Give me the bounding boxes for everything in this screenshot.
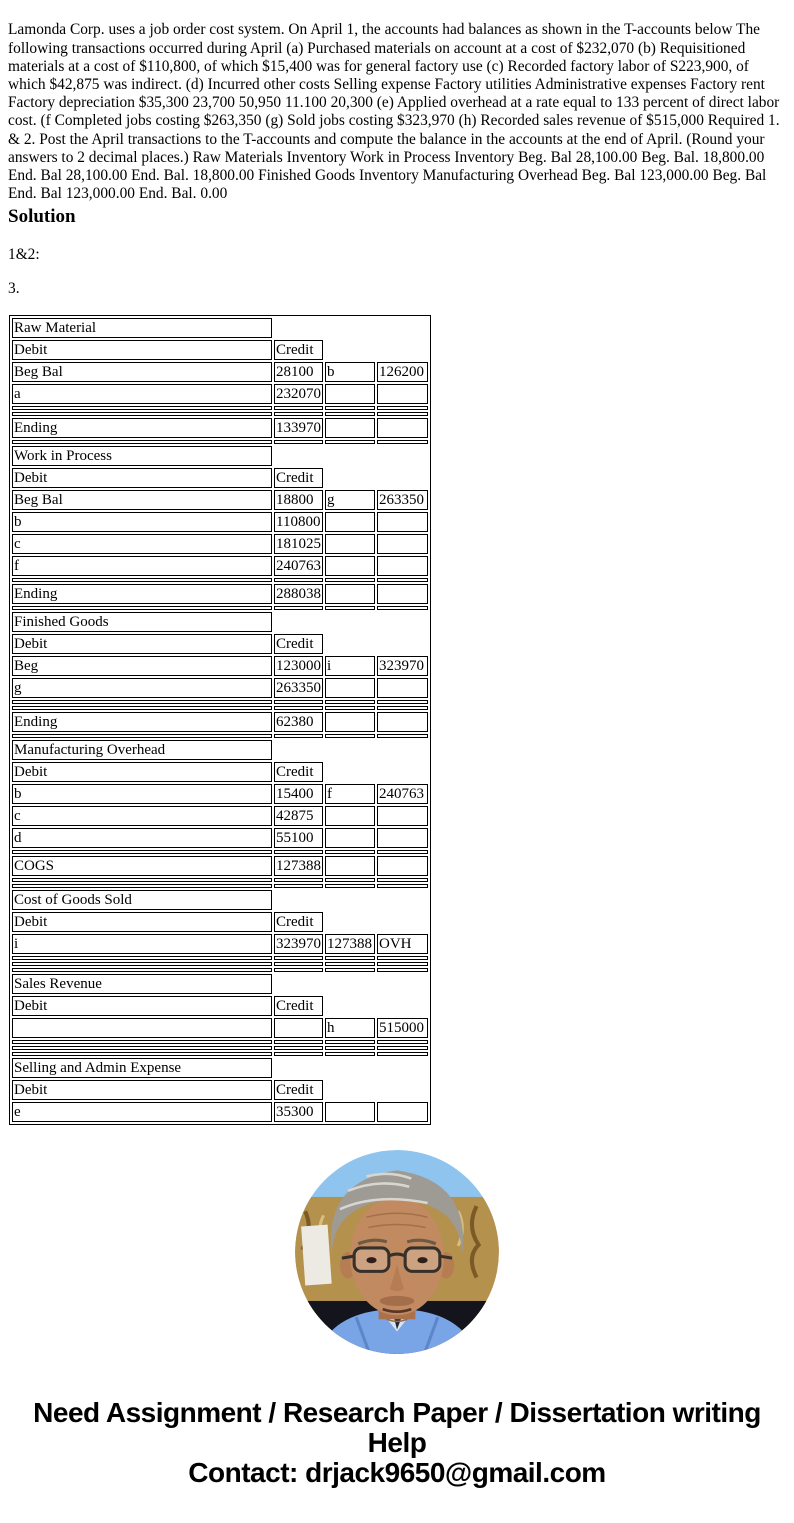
separator-cell: [377, 606, 428, 610]
sep-row: [12, 734, 428, 738]
value-cell: [325, 856, 375, 876]
empty-cell: [325, 996, 375, 1016]
separator-cell: [377, 962, 428, 966]
requirement-3-label: 3.: [8, 280, 20, 297]
empty-cell: [274, 612, 323, 632]
separator-cell: [377, 884, 428, 888]
separator-cell: [274, 968, 323, 972]
value-cell: 515000: [377, 1018, 428, 1038]
separator-cell: [325, 968, 375, 972]
separator-cell: [12, 706, 272, 710]
value-cell: [377, 712, 428, 732]
separator-cell: [325, 406, 375, 410]
separator-cell: [377, 1040, 428, 1044]
empty-cell: [377, 912, 428, 932]
debit-header-cell: Debit: [12, 340, 272, 360]
value-cell: [325, 828, 375, 848]
value-cell: [325, 556, 375, 576]
separator-cell: [377, 850, 428, 854]
value-cell: b: [12, 512, 272, 532]
account-title-cell: Cost of Goods Sold: [12, 890, 272, 910]
value-cell: 28100: [274, 362, 323, 382]
separator-cell: [377, 968, 428, 972]
tutor-portrait-illustration: [295, 1150, 499, 1354]
title-row: [12, 1058, 428, 1078]
separator-cell: [377, 734, 428, 738]
empty-cell: [325, 468, 375, 488]
separator-cell: [377, 878, 428, 882]
value-row: [12, 1018, 428, 1038]
empty-cell: [377, 446, 428, 466]
empty-cell: [377, 634, 428, 654]
value-cell: 133970: [276, 420, 321, 436]
value-row: [12, 584, 428, 604]
separator-cell: [325, 884, 375, 888]
value-cell: 15400: [274, 784, 323, 804]
value-row: [12, 712, 428, 732]
separator-cell: [377, 1052, 428, 1056]
value-cell: 323970: [276, 936, 321, 952]
value-cell: f: [325, 784, 375, 804]
value-cell: 55100: [274, 828, 323, 848]
title-row: [12, 740, 428, 760]
separator-cell: [377, 578, 428, 582]
empty-cell: [325, 318, 375, 338]
value-cell: [377, 418, 428, 438]
separator-cell: [377, 706, 428, 710]
credit-header-cell: Credit: [274, 340, 323, 360]
value-cell: [377, 1102, 428, 1122]
value-cell: [377, 806, 428, 826]
separator-cell: [325, 962, 375, 966]
empty-cell: [325, 912, 375, 932]
empty-cell: [274, 740, 323, 760]
empty-cell: [377, 340, 428, 360]
separator-cell: [12, 734, 272, 738]
credit-header-cell: Credit: [274, 996, 323, 1016]
empty-cell: [325, 740, 375, 760]
value-cell: [274, 1018, 323, 1038]
header-row: [12, 1080, 428, 1100]
separator-cell: [274, 884, 323, 888]
empty-cell: [377, 740, 428, 760]
separator-cell: [274, 412, 323, 416]
value-cell: 127388: [276, 858, 321, 874]
footer-contact-text: Contact: drjack9650@gmail.com: [188, 1457, 606, 1488]
tutor-photo: [295, 1150, 499, 1354]
separator-cell: [274, 734, 323, 738]
value-cell: 232070: [276, 386, 321, 402]
account-title-cell: Manufacturing Overhead: [12, 740, 272, 760]
separator-cell: [12, 412, 272, 416]
sep-row: [12, 962, 428, 966]
value-cell: [377, 856, 428, 876]
account-title-cell: Sales Revenue: [12, 974, 272, 994]
value-cell: 62380: [274, 712, 323, 732]
separator-cell: [325, 734, 375, 738]
separator-cell: [12, 968, 272, 972]
value-row: [12, 490, 428, 510]
value-cell: OVH: [377, 934, 428, 954]
value-cell: 35300: [274, 1102, 323, 1122]
value-cell: Ending: [12, 584, 272, 604]
value-cell: [325, 712, 375, 732]
sep-row: [12, 700, 428, 704]
value-cell: h: [325, 1018, 375, 1038]
separator-cell: [274, 1046, 323, 1050]
separator-cell: [325, 1040, 375, 1044]
empty-cell: [377, 762, 428, 782]
separator-cell: [274, 606, 323, 610]
value-cell: [325, 1102, 375, 1122]
taccounts-table: [9, 315, 431, 1125]
value-cell: Ending: [12, 418, 272, 438]
empty-cell: [377, 318, 428, 338]
value-row: [12, 934, 428, 954]
empty-cell: [377, 468, 428, 488]
sep-row: [12, 1052, 428, 1056]
separator-cell: [274, 956, 323, 960]
value-row: [12, 512, 428, 532]
account-title-cell: Raw Material: [12, 318, 272, 338]
separator-cell: [377, 406, 428, 410]
separator-cell: [377, 700, 428, 704]
separator-cell: [274, 1052, 323, 1056]
empty-cell: [377, 890, 428, 910]
title-row: [12, 890, 428, 910]
value-cell: [325, 534, 375, 554]
title-row: [12, 446, 428, 466]
separator-cell: [325, 878, 375, 882]
value-cell: Ending: [12, 712, 272, 732]
separator-cell: [12, 1040, 272, 1044]
credit-header-cell: Credit: [274, 468, 323, 488]
sep-row: [12, 1046, 428, 1050]
value-cell: g: [12, 678, 272, 698]
credit-header-cell: Credit: [274, 634, 323, 654]
separator-cell: [377, 1046, 428, 1050]
taccounts-table-body: [12, 318, 428, 1122]
sep-row: [12, 968, 428, 972]
empty-cell: [325, 634, 375, 654]
value-cell: 42875: [274, 806, 323, 826]
empty-cell: [274, 446, 323, 466]
value-cell: c: [12, 806, 272, 826]
value-cell: i: [12, 934, 272, 954]
empty-cell: [377, 974, 428, 994]
account-title-cell: Selling and Admin Expense: [12, 1058, 272, 1078]
value-cell: Beg: [12, 656, 272, 676]
separator-cell: [325, 700, 375, 704]
value-cell: 123000: [276, 658, 321, 674]
separator-cell: [274, 1040, 323, 1044]
debit-header-cell: Debit: [12, 634, 272, 654]
value-row: [12, 384, 428, 404]
value-row: [12, 362, 428, 382]
empty-cell: [325, 446, 375, 466]
header-row: [12, 468, 428, 488]
value-cell: [12, 1018, 272, 1038]
value-row: [12, 678, 428, 698]
separator-cell: [325, 578, 375, 582]
value-cell: 240763: [276, 558, 321, 574]
value-cell: 126200: [377, 362, 428, 382]
debit-header-cell: Debit: [12, 996, 272, 1016]
separator-cell: [325, 412, 375, 416]
solution-heading: Solution: [8, 206, 76, 227]
value-row: [12, 828, 428, 848]
empty-cell: [274, 974, 323, 994]
value-row: [12, 534, 428, 554]
mustache: [380, 1296, 415, 1306]
empty-cell: [325, 1080, 375, 1100]
value-cell: 110800: [274, 512, 323, 532]
separator-cell: [274, 440, 323, 444]
separator-cell: [274, 578, 323, 582]
value-cell: 323970: [377, 656, 428, 676]
separator-cell: [325, 606, 375, 610]
value-cell: 263350: [377, 490, 428, 510]
credit-header-cell: Credit: [274, 1080, 323, 1100]
separator-cell: [12, 1046, 272, 1050]
empty-cell: [377, 1058, 428, 1078]
separator-cell: [12, 440, 272, 444]
value-row: [12, 806, 428, 826]
value-cell: d: [12, 828, 272, 848]
separator-cell: [12, 606, 272, 610]
value-cell: [377, 512, 428, 532]
debit-header-cell: Debit: [12, 1080, 272, 1100]
value-cell: [325, 418, 375, 438]
footer-help-text: Need Assignment / Research Paper / Dissertation writing Help: [33, 1397, 761, 1458]
value-cell: c: [12, 534, 272, 554]
value-cell: [377, 534, 428, 554]
value-row: [12, 784, 428, 804]
empty-cell: [325, 890, 375, 910]
separator-cell: [377, 440, 428, 444]
empty-cell: [325, 974, 375, 994]
value-cell: b: [325, 362, 375, 382]
debit-header-cell: Debit: [12, 912, 272, 932]
separator-cell: [12, 884, 272, 888]
sep-row: [12, 440, 428, 444]
separator-cell: [274, 878, 323, 882]
separator-cell: [274, 700, 323, 704]
value-cell: COGS: [12, 856, 272, 876]
value-cell: 18800: [274, 490, 323, 510]
sep-row: [12, 606, 428, 610]
requirement-1-2-label: 1&2:: [8, 246, 40, 263]
sep-row: [12, 406, 428, 410]
separator-cell: [274, 406, 323, 410]
value-cell: [377, 828, 428, 848]
value-cell: e: [12, 1102, 272, 1122]
separator-cell: [377, 956, 428, 960]
sep-row: [12, 956, 428, 960]
sep-row: [12, 578, 428, 582]
value-cell: 127388: [325, 934, 375, 954]
empty-cell: [274, 890, 323, 910]
value-cell: [377, 384, 428, 404]
problem-statement: Lamonda Corp. uses a job order cost system. On April 1, the accounts had balances as shown in the T-accounts below The following transactions occurred during April (a) Purchased materials on account at a cost of $232,070 (b) Requisitioned materials at a cost of $110,800, of which $15,400 was for general factory use (c) Recorded factory labor of S223,900, of which $42,875 was indirect. (d) Incurred other costs Selling expense Factory utilities Administrative expenses Factory rent Factory depreciation $35,300 23,700 50,950 11.100 20,300 (e) Applied overhead at a rate equal to 133 percent of direct labor cost. (f Completed jobs costing $263,350 (g) Sold jobs costing $323,970 (h) Recorded sales revenue of $515,000 Required 1. & 2. Post the April transactions to the T-accounts and compute the balance in the accounts at the end of April. (Round your answers to 2 decimal places.) Raw Materials Inventory Work in Process Inventory Beg. Bal 28,100.00 Beg. Bal. 18,800.00 End. Bal 28,100.00 End. Bal. 18,800.00 Finished Goods Inventory Manufacturing Overhead Beg. Bal 123,000.00 Beg. Bal End. Bal 123,000.00 End. Bal. 0.00: [8, 21, 780, 203]
value-row: [12, 418, 428, 438]
separator-cell: [325, 1046, 375, 1050]
value-cell: 288038: [276, 586, 321, 602]
value-cell: [377, 556, 428, 576]
value-cell: [325, 512, 375, 532]
debit-header-cell: Debit: [12, 762, 272, 782]
value-row: [12, 856, 428, 876]
separator-cell: [12, 956, 272, 960]
value-cell: b: [12, 784, 272, 804]
separator-cell: [12, 878, 272, 882]
debit-header-cell: Debit: [12, 468, 272, 488]
empty-cell: [377, 996, 428, 1016]
value-cell: [377, 678, 428, 698]
value-cell: Beg Bal: [12, 490, 272, 510]
account-title-cell: Finished Goods: [12, 612, 272, 632]
sep-row: [12, 850, 428, 854]
value-cell: a: [12, 384, 272, 404]
sep-row: [12, 1040, 428, 1044]
sep-row: [12, 706, 428, 710]
value-cell: [325, 584, 375, 604]
credit-header-cell: Credit: [274, 912, 323, 932]
separator-cell: [12, 700, 272, 704]
separator-cell: [12, 578, 272, 582]
value-cell: [377, 584, 428, 604]
empty-cell: [377, 1080, 428, 1100]
sep-row: [12, 412, 428, 416]
header-row: [12, 912, 428, 932]
value-cell: 181025: [276, 536, 321, 552]
separator-cell: [325, 706, 375, 710]
value-cell: [325, 384, 375, 404]
value-row: [12, 1102, 428, 1122]
empty-cell: [325, 340, 375, 360]
sep-row: [12, 878, 428, 882]
separator-cell: [325, 440, 375, 444]
separator-cell: [274, 962, 323, 966]
header-row: [12, 996, 428, 1016]
value-cell: i: [325, 656, 375, 676]
footer-advertisement: [27, 1398, 767, 1488]
separator-cell: [274, 850, 323, 854]
empty-cell: [274, 1058, 323, 1078]
title-row: [12, 318, 428, 338]
value-cell: f: [12, 556, 272, 576]
separator-cell: [325, 850, 375, 854]
separator-cell: [274, 706, 323, 710]
door-frame: [301, 1225, 332, 1286]
credit-header-cell: Credit: [274, 762, 323, 782]
title-row: [12, 612, 428, 632]
value-cell: g: [325, 490, 375, 510]
account-title-cell: Work in Process: [12, 446, 272, 466]
separator-cell: [12, 406, 272, 410]
separator-cell: [12, 1052, 272, 1056]
title-row: [12, 974, 428, 994]
header-row: [12, 762, 428, 782]
separator-cell: [12, 962, 272, 966]
value-row: [12, 556, 428, 576]
separator-cell: [377, 412, 428, 416]
separator-cell: [325, 956, 375, 960]
empty-cell: [325, 612, 375, 632]
empty-cell: [325, 762, 375, 782]
header-row: [12, 340, 428, 360]
value-cell: [325, 806, 375, 826]
sep-row: [12, 884, 428, 888]
empty-cell: [377, 612, 428, 632]
value-cell: 263350: [276, 680, 321, 696]
value-row: [12, 656, 428, 676]
header-row: [12, 634, 428, 654]
value-cell: Beg Bal: [12, 362, 272, 382]
empty-cell: [325, 1058, 375, 1078]
value-cell: [325, 678, 375, 698]
separator-cell: [325, 1052, 375, 1056]
empty-cell: [274, 318, 323, 338]
separator-cell: [12, 850, 272, 854]
value-cell: 240763: [377, 784, 428, 804]
